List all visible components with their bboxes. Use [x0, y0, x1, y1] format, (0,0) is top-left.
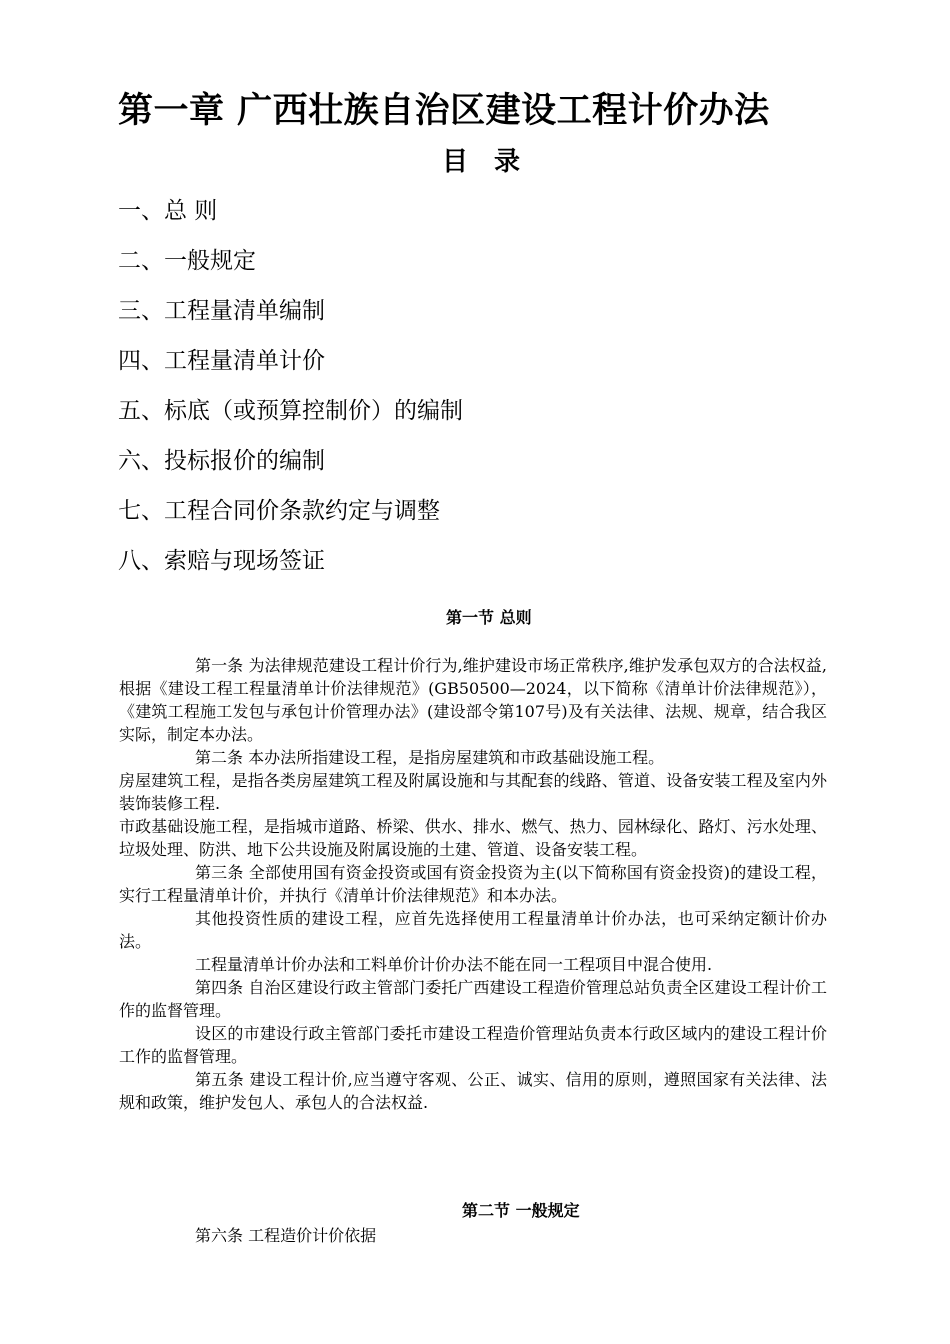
- article-paragraph: 设区的市建设行政主管部门委托市建设工程造价管理站负责本行政区域内的建设工程计价工作的监督管理。: [119, 1024, 827, 1066]
- toc-item-general: 一、总 则: [118, 198, 218, 224]
- section-title-general: 第一节 总则: [446, 608, 532, 627]
- section-body-general-provisions: [119, 1224, 827, 1247]
- toc-item-contract-price: 七、工程合同价条款约定与调整: [118, 498, 440, 524]
- toc-item-bill-compilation: 三、工程量清单编制: [118, 298, 325, 324]
- section-title-general-provisions: 第二节 一般规定: [462, 1201, 580, 1220]
- article-paragraph: 工程量清单计价办法和工料单价计价办法不能在同一工程项目中混合使用.: [195, 955, 713, 974]
- article-paragraph: 第四条 自治区建设行政主管部门委托广西建设工程造价管理总站负责全区建设工程计价工作的监督管理。: [119, 978, 827, 1020]
- toc-item-control-price: 五、标底（或预算控制价）的编制: [118, 398, 463, 424]
- article-paragraph: 第二条 本办法所指建设工程，是指房屋建筑和市政基础设施工程。: [195, 748, 665, 767]
- article-paragraph: 第三条 全部使用国有资金投资或国有资金投资为主(以下简称国有资金投资)的建设工程，实行工程量清单计价，并执行《清单计价法律规范》和本办法。: [119, 863, 827, 905]
- article-paragraph: 第一条 为法律规范建设工程计价行为,维护建设市场正常秩序,维护发承包双方的合法权益,根据《建设工程工程量清单计价法律规范》(GB50500—2024，以下简称《清单计价法律规范》），《建筑工程施工发包与承包计价管理办法》(建设部令第107号)及有关法律、法规、规章，结合我区实际，制定本办法。: [119, 656, 827, 744]
- toc-item-general-provisions: 二、一般规定: [118, 248, 256, 274]
- toc-item-bill-pricing: 四、工程量清单计价: [118, 348, 325, 374]
- table-of-contents: [118, 186, 463, 586]
- article-paragraph: 市政基础设施工程，是指城市道路、桥梁、供水、排水、燃气、热力、园林绿化、路灯、污水处理、垃圾处理、防洪、地下公共设施及附属设施的土建、管道、设备安装工程。: [119, 817, 827, 859]
- toc-item-bid-quotation: 六、投标报价的编制: [118, 448, 325, 474]
- chapter-title: 第一章 广西壮族自治区建设工程计价办法: [118, 91, 770, 131]
- article-paragraph: 其他投资性质的建设工程，应首先选择使用工程量清单计价办法，也可采纳定额计价办法。: [119, 909, 827, 951]
- toc-item-claims: 八、索赔与现场签证: [118, 548, 325, 574]
- article-paragraph: 房屋建筑工程，是指各类房屋建筑工程及附属设施和与其配套的线路、管道、设备安装工程及室内外装饰装修工程.: [119, 771, 827, 813]
- article-paragraph: 第五条 建设工程计价,应当遵守客观、公正、诚实、信用的原则，遵照国家有关法律、法规和政策，维护发包人、承包人的合法权益.: [119, 1070, 827, 1112]
- toc-title: 目 录: [441, 147, 520, 177]
- section-body-general: [119, 654, 827, 1114]
- article-paragraph: 第六条 工程造价计价依据: [195, 1226, 377, 1245]
